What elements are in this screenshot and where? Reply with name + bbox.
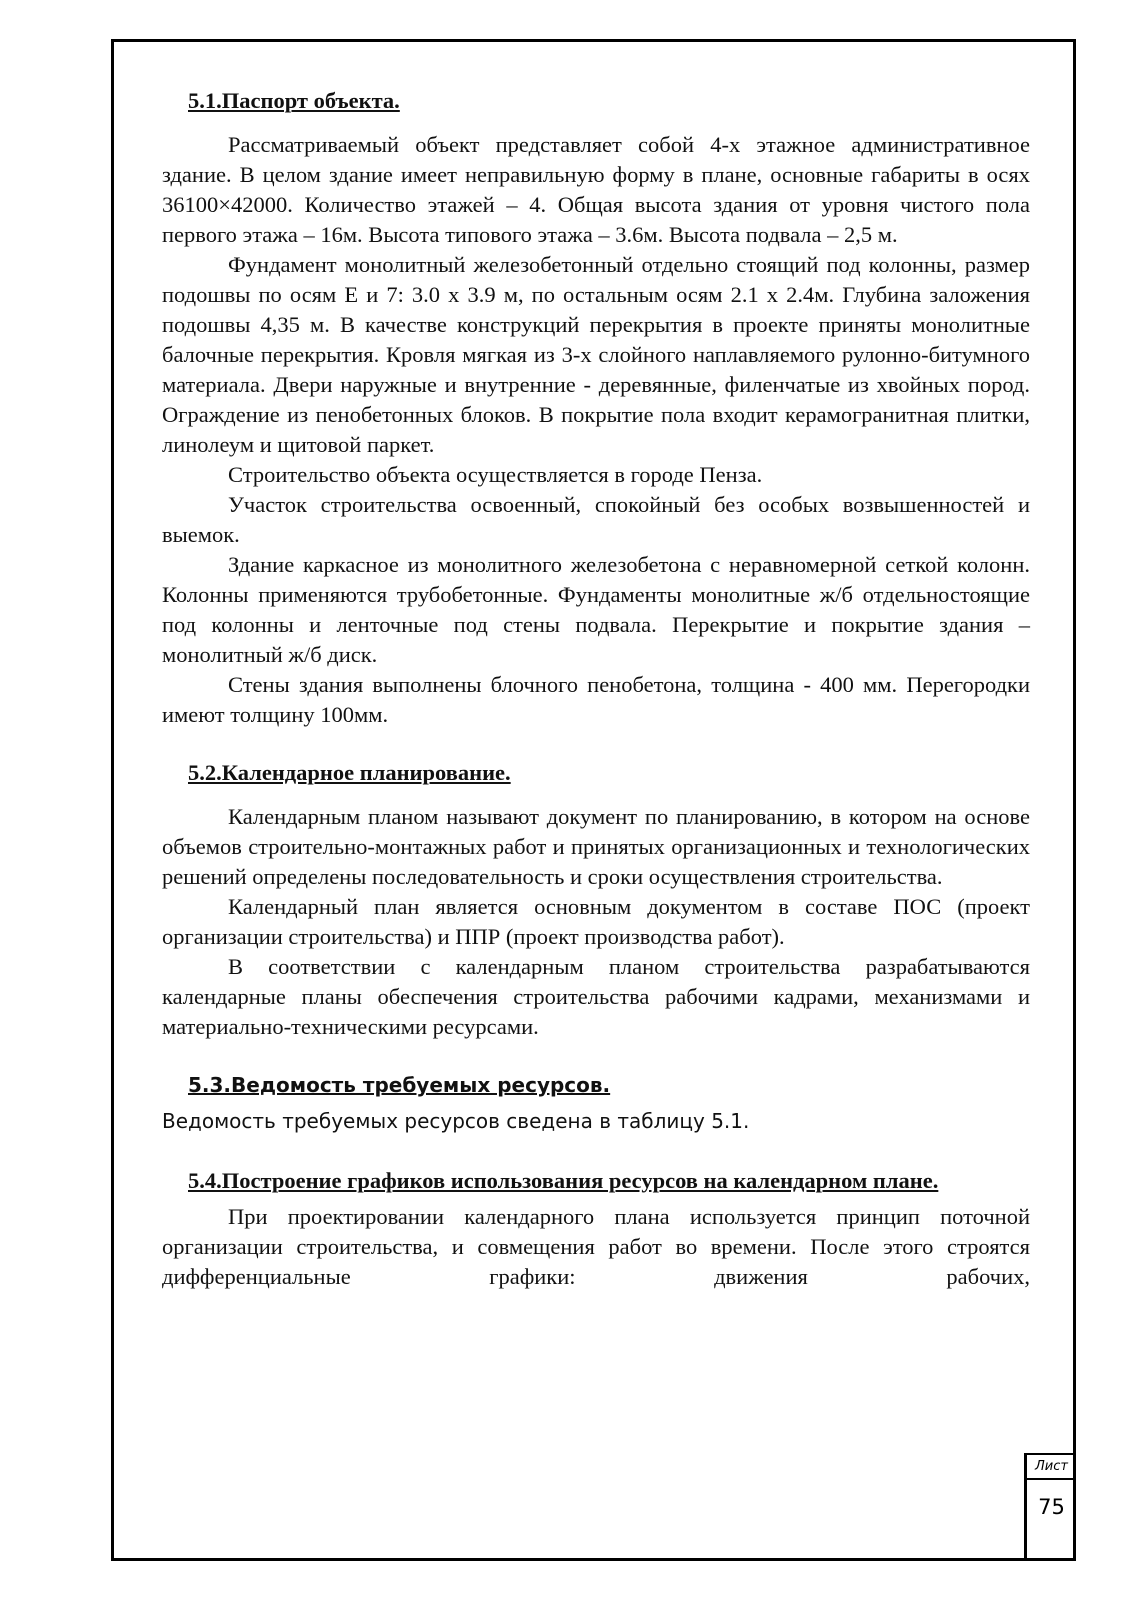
paragraph: Участок строительства освоенный, спокойный без особых возвышенностей и выемок. xyxy=(162,492,1030,547)
paragraph: Календарный план является основным документом в составе ПОС (проект организации строительства) и ППР (проект производства работ). xyxy=(162,894,1030,949)
page-number: 75 xyxy=(1038,1495,1065,1519)
section-heading-calendar-planning: 5.2.Календарное планирование. xyxy=(188,760,511,785)
sheet-stamp xyxy=(1024,1453,1076,1561)
paragraph: Строительство объекта осуществляется в городе Пенза. xyxy=(228,462,763,487)
section-heading-passport: 5.1.Паспорт объекта. xyxy=(188,88,400,113)
sheet-label: Лист xyxy=(1027,1453,1076,1480)
paragraph: Рассматриваемый объект представляет собой 4-х этажное административное здание. В целом здание имеет неправильную форму в плане, основные габариты в осях 36100×42000. Количество этажей – 4. Общая высота здания от уровня чистого пола первого этажа – 16м. Высота типового этажа – 3.6м. Высота подвала – 2,5 м. xyxy=(162,132,1030,247)
paragraph: Здание каркасное из монолитного железобетона с неравномерной сеткой колонн. Колонны применяются трубобетонные. Фундаменты монолитные ж/б отдельностоящие под колонны и ленточные под стены подвала. Перекрытие и покрытие здания – монолитный ж/б диск. xyxy=(162,552,1030,667)
paragraph: При проектировании календарного плана используется принцип поточной организации строительства, и совмещения работ во времени. После этого строятся дифференциальные графики: движения рабочих, xyxy=(162,1204,1030,1289)
section-heading-resource-graphs: 5.4.Построение графиков использования ресурсов на календарном плане. xyxy=(188,1168,939,1193)
paragraph: Стены здания выполнены блочного пенобетона, толщина - 400 мм. Перегородки имеют толщину 100мм. xyxy=(162,672,1030,727)
section-heading-resources: 5.3.Ведомость требуемых ресурсов. xyxy=(188,1073,611,1097)
paragraph: Календарным планом называют документ по планированию, в котором на основе объемов строительно-монтажных работ и принятых организационных и технологических решений определены последовательность и сроки осуществления строительства. xyxy=(162,804,1030,889)
document-body xyxy=(162,86,1030,1292)
paragraph: В соответствии с календарным планом строительства разрабатываются календарные планы обеспечения строительства рабочими кадрами, механизмами и материально-техническими ресурсами. xyxy=(162,954,1030,1039)
paragraph: Фундамент монолитный железобетонный отдельно стоящий под колонны, размер подошвы по осям Е и 7: 3.0 х 3.9 м, по остальным осям 2.1 х 2.4м. Глубина заложения подошвы 4,35 м. В качестве конструкций перекрытия в проекте приняты монолитные балочные перекрытия. Кровля мягкая из 3-х слойного наплавляемого рулонно-битумного материала. Двери наружные и внутренние - деревянные, филенчатые из хвойных пород. Ограждение из пенобетонных блоков. В покрытие пола входит керамогранитная плитки, линолеум и щитовой паркет. xyxy=(162,252,1030,457)
resources-line: Ведомость требуемых ресурсов сведена в таблицу 5.1. xyxy=(162,1109,750,1133)
